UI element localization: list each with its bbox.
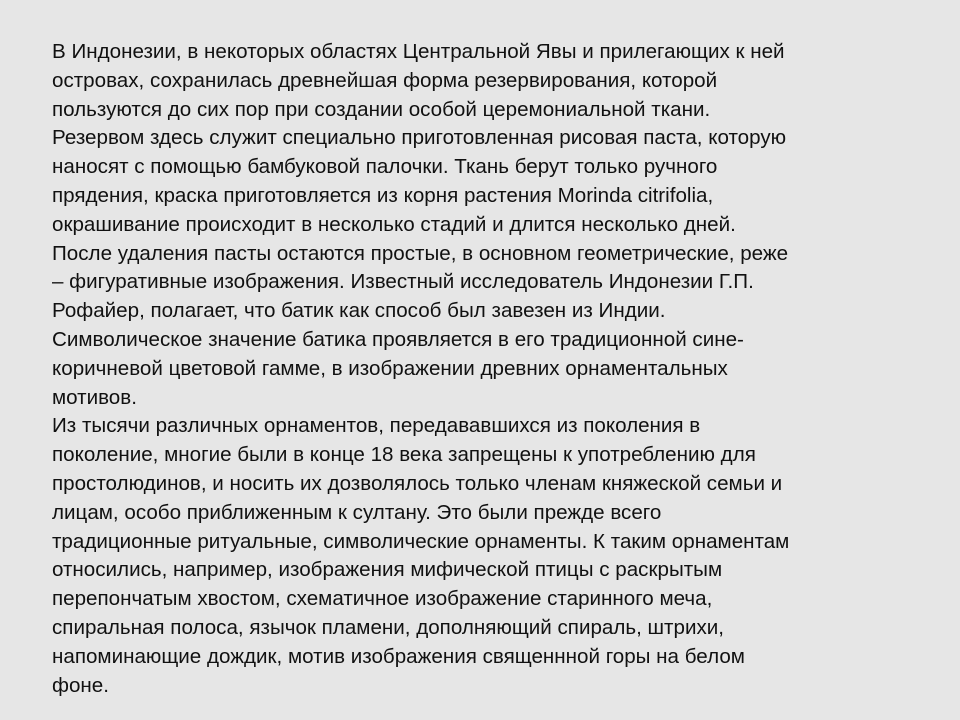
text-line: В Индонезии, в некоторых областях Центральной Явы и прилегающих к ней — [52, 40, 785, 63]
text-line: Из тысячи различных орнаментов, передававшихся из поколения в — [52, 414, 701, 438]
text-line: – фигуративные изображения. Известный исследователь Индонезии Г.П. — [52, 270, 754, 294]
text-line: окрашивание происходит в несколько стадий и длится несколько дней. — [52, 212, 736, 236]
text-line: мотивов. — [52, 385, 137, 409]
text-line: коричневой цветовой гамме, в изображении древних орнаментальных — [52, 356, 728, 380]
text-line: лицам, особо приближенным к султану. Это были прежде всего — [52, 500, 662, 524]
text-line: простолюдинов, и носить их дозволялось только членам княжеской семьи и — [52, 471, 783, 495]
text-line: поколение, многие были в конце 18 века запрещены к употреблению для — [52, 443, 756, 467]
body-text — [52, 38, 932, 700]
text-line: Резервом здесь служит специально приготовленная рисовая паста, которую — [52, 126, 787, 150]
text-line: относились, например, изображения мифической птицы с раскрытым — [52, 558, 723, 582]
text-line: фоне. — [52, 673, 109, 697]
text-line: Символическое значение батика проявляется в его традиционной сине- — [52, 327, 744, 351]
text-line: напоминающие дождик, мотив изображения священнной горы на белом — [52, 644, 745, 668]
text-line: После удаления пасты остаются простые, в основном геометрические, реже — [52, 241, 789, 265]
text-line: прядения, краска приготовляется из корня растения Morinda citrifolia, — [52, 183, 714, 207]
text-line: пользуются до сих пор при создании особой церемониальной ткани. — [52, 97, 711, 121]
text-line: традиционные ритуальные, символические орнаменты. К таким орнаментам — [52, 529, 790, 553]
text-line: островах, сохранилась древнейшая форма резервирования, которой — [52, 68, 718, 92]
text-line: спиральная полоса, язычок пламени, дополняющий спираль, штрихи, — [52, 615, 724, 639]
text-line: перепончатым хвостом, схематичное изображение старинного меча, — [52, 587, 713, 611]
text-line: Рофайер, полагает, что батик как способ был завезен из Индии. — [52, 299, 666, 323]
text-line: наносят с помощью бамбуковой палочки. Ткань берут только ручного — [52, 155, 718, 179]
